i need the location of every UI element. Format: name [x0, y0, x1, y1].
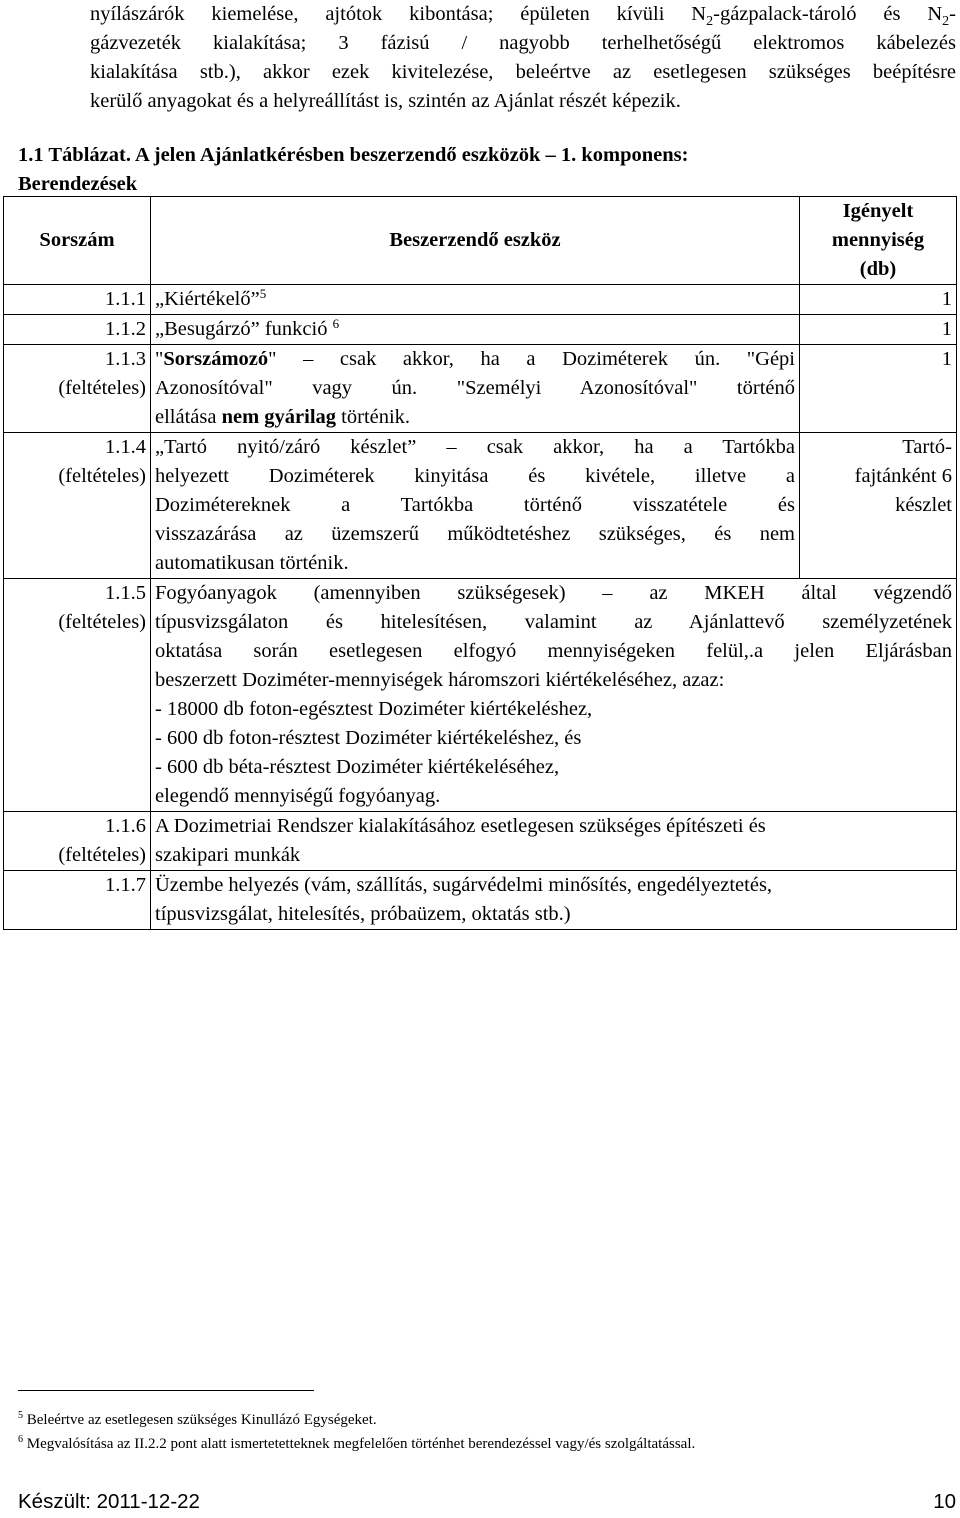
- row-number: 1.1.3 (feltételes): [4, 345, 151, 433]
- table-row: [4, 871, 957, 930]
- intro-line: nyílászárók kiemelése, ajtótok kibontása; épületen kívüli $N_2-gázpalack$-tároló és $N_2-$: [90, 3, 956, 30]
- footnote-ref: 6: [332, 316, 340, 331]
- row-item: Fogyóanyagok (amennyiben szükségesek) – az MKEH által végzendő típusvizsgálaton és hitelesítésen, valamint az Ajánlattevő személyzetének oktatása során esetlegesen elfogyó mennyiségeken felül,.a jelen Eljárásban beszerzett Doziméter-mennyiségek háromszori kiértékeléséhez, azaz: - 18000 db foton-egésztest Doziméter kiértékeléshez, - 600 db foton-résztest Doziméter kiértékeléshez, és - 600 db béta-résztest Doziméter kiértékeléséhez, elegendő mennyiségű fogyóanyag.: [151, 579, 957, 812]
- row-number: 1.1.1: [4, 285, 151, 315]
- row-quantity: Tartó- fajtánként 6 készlet: [800, 433, 957, 579]
- page-number: 10: [933, 1490, 956, 1513]
- table-row: [4, 579, 957, 812]
- table-row: [4, 315, 957, 345]
- row-number: 1.1.4 (feltételes): [4, 433, 151, 579]
- row-quantity: 1: [800, 345, 957, 433]
- footnote: $^5$ Beleértve az esetlegesen szükséges Kinullázó Egységeket.: [18, 1410, 377, 1428]
- row-number: 1.1.2: [4, 315, 151, 345]
- table-row: [4, 345, 957, 433]
- row-item: "Sorszámozó" – csak akkor, ha a Doziméterek ún. "Gépi Azonosítóval" vagy ún. "Személyi Azonosítóval" történő ellátása nem gyárilag történik.: [151, 345, 800, 433]
- row-item: A Dozimetriai Rendszer kialakításához esetlegesen szükséges építészeti és szakipari munkák: [151, 812, 957, 871]
- table-header-row: [4, 197, 957, 285]
- row-quantity: 1: [800, 315, 957, 345]
- table-row: [4, 285, 957, 315]
- intro-line: kialakítása stb.), akkor ezek kivitelezése, beleértve az esetlegesen szükséges beépítésre: [90, 61, 956, 83]
- table-caption: 1.1 Táblázat. A jelen Ajánlatkérésben beszerzendő eszközök – 1. komponens: Berendezések: [18, 144, 689, 195]
- intro-line: kerülő anyagokat és a helyreállítást is, szintén az Ajánlat részét képezik.: [90, 90, 681, 112]
- row-number: 1.1.7: [4, 871, 151, 930]
- intro-line: gázvezeték kialakítása; 3 fázisú / nagyobb terhelhetőségű elektromos kábelezés: [90, 32, 956, 54]
- intro-paragraph: [90, 0, 956, 116]
- row-number: 1.1.6 (feltételes): [4, 812, 151, 871]
- header-item: Beszerzendő eszköz: [151, 197, 800, 285]
- row-number: 1.1.5 (feltételes): [4, 579, 151, 812]
- footnote: $^6$ Megvalósítása az II.2.2 pont alatt ismertetetteknek megfelelően történhet berendezéssel vagy/és szolgáltatással.: [18, 1434, 696, 1452]
- footer-date: Készült: 2011-12-22: [18, 1490, 200, 1513]
- header-number: Sorszám: [4, 197, 151, 285]
- equipment-table: [3, 196, 957, 930]
- table-row: [4, 433, 957, 579]
- row-item: „Besugárzó” funkció $^6$: [151, 315, 800, 345]
- footnote-separator: [18, 1390, 314, 1391]
- row-quantity: 1: [800, 285, 957, 315]
- header-quantity: Igényelt mennyiség (db): [800, 197, 957, 285]
- footnote-ref: 5: [259, 286, 267, 301]
- row-item: „Kiértékelő”$^5$: [151, 285, 800, 315]
- row-item: „Tartó nyitó/záró készlet” – csak akkor, ha a Tartókba helyezett Doziméterek kinyitása és kivétele, illetve a Dozimétereknek a Tartókba történő visszatétele és visszazárása az üzemszerű működtetéshez szükséges, és nem automatikusan történik.: [151, 433, 800, 579]
- page-footer: [18, 1490, 956, 1514]
- row-item: Üzembe helyezés (vám, szállítás, sugárvédelmi minősítés, engedélyeztetés, típusvizsgálat, hitelesítés, próbaüzem, oktatás stb.): [151, 871, 957, 930]
- table-row: [4, 812, 957, 871]
